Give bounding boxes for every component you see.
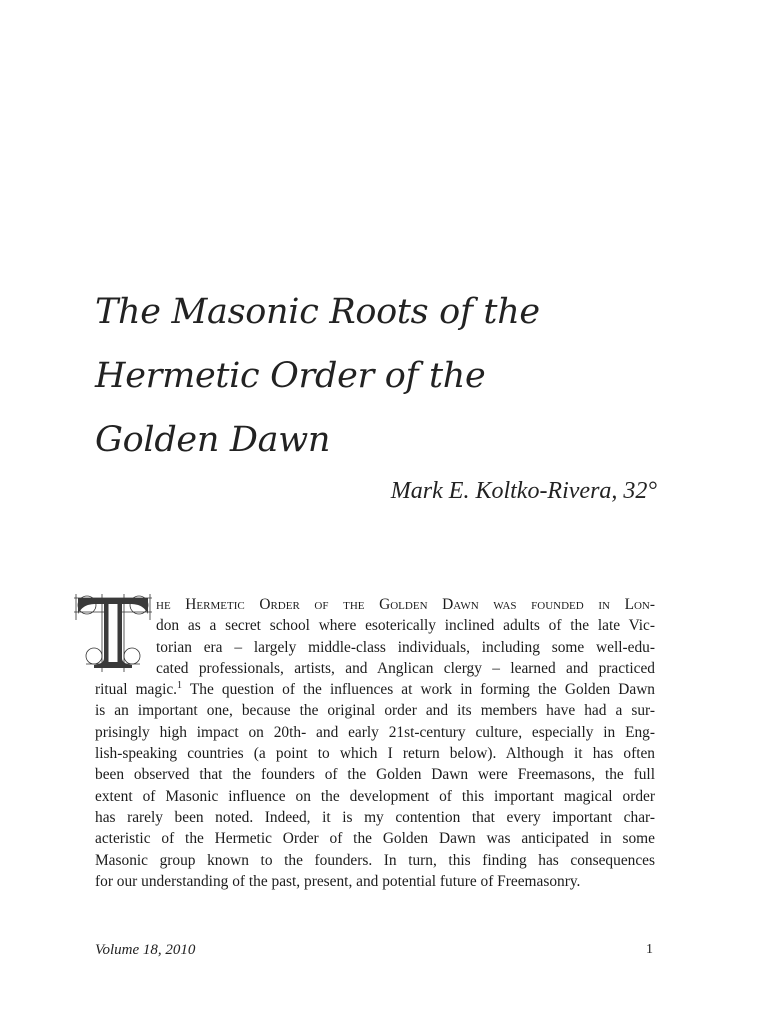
body-line-14: for our understanding of the past, present, and potential future of Freemasonry. — [95, 872, 581, 890]
body-line-6: is an important one, because the original order and its members have had a sur- — [95, 702, 655, 720]
body-line-9: been observed that the founders of the Golden Dawn were Freemasons, the full — [95, 766, 655, 784]
body-line-13: Masonic group known to the founders. In turn, this finding has consequences — [95, 851, 655, 869]
body-line-10: extent of Masonic influence on the development of this important magical order — [95, 787, 655, 805]
article-body — [95, 594, 655, 892]
influences-text: The question of the influences at work in forming the Golden Dawn — [189, 681, 656, 699]
body-line-8: lish-speaking countries (a point to which I return below). Although it has often — [95, 745, 655, 763]
body-line-4: cated professionals, artists, and Anglican clergy – learned and practiced — [156, 659, 655, 677]
body-line-3: torian era – largely middle-class individuals, including some well-edu- — [156, 638, 655, 656]
page-number: 1 — [646, 942, 653, 957]
ritual-magic-text: ritual magic. — [95, 681, 178, 699]
title-line-3: Golden Dawn — [95, 420, 331, 460]
body-line-7: prisingly high impact on 20th- and early 21st-century culture, especially in Eng- — [95, 723, 655, 741]
body-line-12: acteristic of the Hermetic Order of the Golden Dawn was anticipated in some — [95, 830, 655, 848]
opening-smallcaps: he Hermetic Order of the Golden Dawn was founded in Lon- — [156, 596, 655, 613]
body-line-1 — [95, 594, 655, 615]
title-line-2: Hermetic Order of the — [95, 356, 486, 396]
body-line-2: don as a secret school where esoterically inclined adults of the late Vic- — [156, 617, 655, 635]
volume-label: Volume 18, 2010 — [95, 942, 196, 958]
body-line-11: has rarely been noted. Indeed, it is my contention that every important char- — [95, 808, 655, 826]
title-line-1: The Masonic Roots of the — [95, 292, 540, 332]
article-title — [95, 280, 655, 472]
author-byline: Mark E. Koltko-Rivera, 32° — [390, 478, 657, 504]
body-line-5 — [95, 679, 655, 700]
drop-cap-letter: T — [72, 592, 73, 593]
footnote-marker[interactable]: 1 — [177, 680, 183, 692]
